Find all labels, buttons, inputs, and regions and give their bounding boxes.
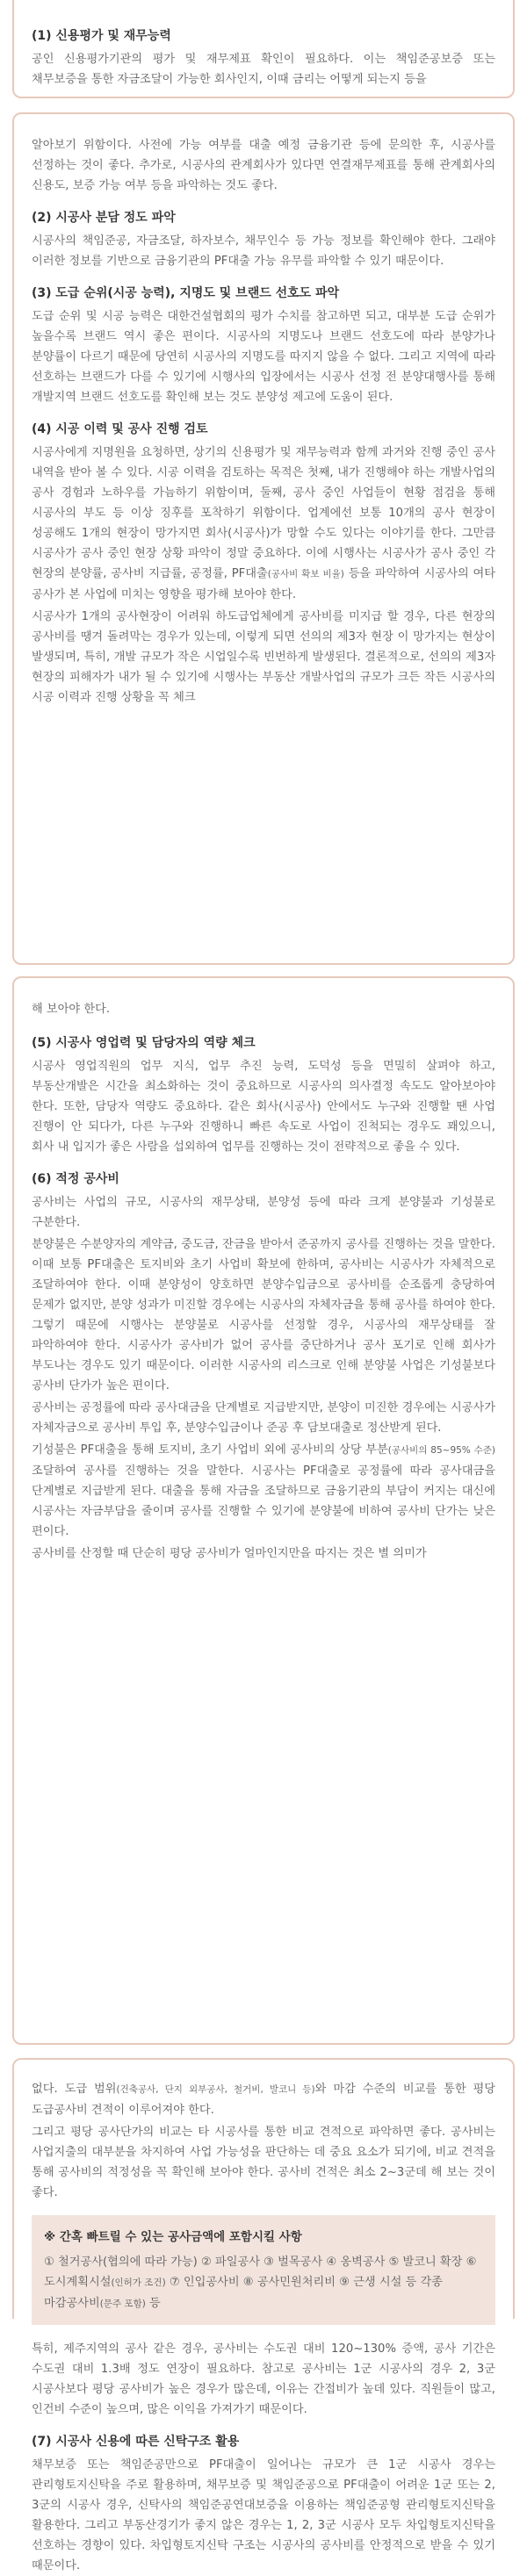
section-title-credit: (1) 신용평가 및 재무능력 xyxy=(32,29,171,43)
section-text-ranking: 도급 순위 및 시공 능력은 대한건설협회의 평가 수치를 참고하면 되고, 대부분 도급 순위가 높을수록 브랜드 역시 좋은 편이다. 시공사의 지명도나 브랜드 선호도에 따라 분양가나 분양률이 다르기 때문에 당연히 시공사의 지명도를 따지지 않을 수 없다. 그리고 지역에 따라 선호하는 브랜드가 다를 수 있기에 시행사의 입장에서는 시공사 선정 전 분양대행사를 통해 개발지역 브랜드 선호도를 확인해 보는 것도 분양성 제고에 도움이 된다. xyxy=(32,310,495,404)
section-text-trust: 채무보증 또는 책임준공만으로 PF대출이 일어나는 규모가 큰 1군 시공사 경우는 관리형토지신탁을 주로 활용하며, 채무보증 및 책임준공으로 PF대출이 어려운 1군 또는 2, 3군의 시공사 경우, 신탁사의 책임준공연대보증을 이용하는 책임준공형 관리형토지신탁을 활용한다. 그리고 부동산경기가 좋지 않은 경우는 1, 2, 3군 시공사 모두 차입형토지신탁을 선호하는 경향이 있다. 차입형토지신탁 구조는 시공사의 공사비를 안정적으로 받을 수 있기 때문이다. xyxy=(32,2458,495,2572)
callout-title: ※ 간혹 빠트릴 수 있는 공사금액에 포함시킬 사항 xyxy=(44,2230,302,2244)
continued-text: 없다. 도급 범위(건축공사, 단지 외부공사, 철거비, 발코니 등)와 마감 수준의 비교를 통한 평당 도급공사비 견적이 이루어져야 한다. xyxy=(32,2083,495,2117)
section-title-sales: (5) 시공사 영업력 및 담당자의 역량 체크 xyxy=(32,1036,256,1050)
section-text-history-2: 시공사가 1개의 공사현장이 어려워 하도급업체에게 공사비를 미지급 할 경우, 다른 현장의 공사비를 땡겨 돌려막는 경우가 있는데, 이렇게 되면 선의의 제3자 현장 이 망가지는 현상이 발생되며, 특히, 개발 규모가 작은 시업일수록 빈번하게 발생된다. 결론적으로, 선의의 제3자 현장의 피해자가 내가 될 수 있기에 시행사는 부동산 개발사업의 규모가 크든 작든 시공사의 시공 이력과 진행 상황을 꼭 체크 xyxy=(32,610,495,704)
content-panel-1 xyxy=(12,0,515,98)
section-title-ranking: (3) 도급 순위(시공 능력), 지명도 및 브랜드 선호도 파악 xyxy=(32,286,340,300)
section-title-trust: (7) 시공사 신용에 따른 신탁구조 활용 xyxy=(32,2435,240,2449)
section-text-cost-1: 공사비는 사업의 규모, 시공사의 재무상태, 분양성 등에 따라 크게 분양불과 기성불로 구분한다. xyxy=(32,1196,495,1229)
section-text-compare: 그리고 평당 공사단가의 비교는 타 시공사를 통한 비교 견적으로 파악하면 좋다. 공사비는 사업지출의 대부분을 차지하여 사업 가능성을 판단하는 데 중요 요소가 되기에, 비교 견적을 통해 공사비의 적정성을 꼭 확인해 보아야 한다. 공사비 견적은 최소 2~3군데 해 보는 것이 좋다. xyxy=(32,2126,495,2199)
content-panel-3 xyxy=(12,976,515,2045)
content-panel-2 xyxy=(12,112,515,965)
continued-text: 알아보기 위함이다. 사전에 가능 여부를 대출 예정 금융기관 등에 문의한 후, 시공사를 선정하는 것이 좋다. 추가로, 시공사의 관계회사가 있다면 연결재무제표를 통해 관계회사의 신용도, 보증 가능 여부 등을 파악하는 것도 좋다. xyxy=(32,139,495,192)
callout-box xyxy=(32,2215,495,2325)
section-text-credit: 공인 신용평가기관의 평가 및 재무제표 확인이 필요하다. 이는 책임준공보증 또는 채무보증을 통한 자금조달이 가능한 회사인지, 이때 금리는 어떻게 되는지 등을 xyxy=(32,53,495,86)
section-text-cost-5: 공사비를 산정할 때 단순히 평당 공사비가 얼마인지만을 따지는 것은 별 의미가 xyxy=(32,1547,427,1560)
callout-list: ① 철거공사(협의에 따라 가능) ② 파일공사 ③ 벌목공사 ④ 옹벽공사 ⑤ 발코니 확장 ⑥ 도시계획시설(인허가 조건) ⑦ 인입공사비 ⑧ 공사민원처리비 ⑨ 근생 시설 등 각종 마감공사비(문주 포함) 등 xyxy=(44,2256,477,2310)
content-panel-4 xyxy=(12,2058,515,2572)
section-text-history: 시공사에게 지명원을 요청하면, 상기의 신용평가 및 재무능력과 함께 과거와 진행 중인 공사 내역을 받아 볼 수 있다. 시공 이력을 검토하는 목적은 첫째, 내가 진행해야 하는 개발사업의 공사 경험과 노하우를 가늠하기 위함이며, 둘째, 공사 중인 사업들이 현황 점검을 통해 시공사의 부도 등 이상 징후를 포착하기 위함이다. 업계에선 보통 10개의 공사 현장이 성공해도 1개의 현장이 망가지면 회사(시공사)가 망할 수도 있다는 이야기를 한다. 그만큼 시공사가 공사 중인 현장 상황 파악이 정말 중요하다. 이에 시행사는 시공사가 공사 중인 각 현장의 분양률, 공사비 지급률, 공정률, PF대출(공사비 확보 비율) 등을 파악하여 시공사의 여타 공사가 본 사업에 미치는 영향을 평가해 보아야 한다. xyxy=(32,446,495,601)
section-text-jeju: 특히, 제주지역의 공사 같은 경우, 공사비는 수도권 대비 120~130% 증액, 공사 기간은 수도권 대비 1.3배 정도 연장이 필요하다. 참고로 공사비는 1군 시공사의 경우 2, 3군 시공사보다 평당 공사비가 높은 경우가 많은데, 이유는 간접비가 높데 있다. 직원들이 많고, 인건비 수준이 높으며, 많은 이익을 가져가기 때문이다. xyxy=(32,2342,495,2416)
section-text-cost-3: 공사비는 공정률에 따라 공사대금을 단계별로 지급받지만, 분양이 미진한 경우에는 시공사가 자체자금으로 공사비 투입 후, 분양수입금이나 준공 후 담보대출로 정산받게 된다. xyxy=(32,1401,495,1435)
section-text-sales: 시공사 영업직원의 업무 지식, 업무 추진 능력, 도덕성 등을 면밀히 살펴야 하고, 부동산개발은 시간을 최소화하는 것이 중요하므로 시공사의 의사결정 속도도 알아보아야 한다. 또한, 담당자 역량도 중요하다. 같은 회사(시공사) 안에서도 누구와 진행할 땐 사업 진행이 안 되다가, 다른 누구와 진행하니 빠른 속도로 사업이 진척되는 경우도 꽤있으니, 회사 내 입지가 좋은 사람을 섭외하여 업무를 진행하는 것이 전략적으로 좋을 수 있다. xyxy=(32,1060,495,1154)
section-title-cost: (6) 적정 공사비 xyxy=(32,1172,119,1186)
section-text-cost-2: 분양불은 수분양자의 계약금, 중도금, 잔금을 받아서 준공까지 공사를 진행하는 것을 말한다. 이때 보통 PF대출은 토지비와 초기 사업비 확보에 한하며, 공사비는 시공사가 자체적으로 조달하여야 한다. 이때 분양성이 양호하면 분양수입금으로 공사비를 순조롭게 충당하여 문제가 없지만, 분양 성과가 미진할 경우에는 시공사의 자체자금을 통해 공사를 하여야 한다. 그렇기 때문에 시행사는 분양불로 시공사를 선정할 경우, 시공사의 재무상태를 잘 파악하여야 한다. 시공사가 공사비가 없어 공사를 중단하거나 공사 포기로 인해 회사가 부도나는 경우도 있기 때문이다. 이러한 시공사의 리스크로 인해 분양불 사업은 기성불보다 공사비 단가가 높은 편이다. xyxy=(32,1238,495,1392)
section-text-share: 시공사의 책임준공, 자금조달, 하자보수, 채무인수 등 가능 정보를 확인해야 한다. 그래야 이러한 정보를 기반으로 금융기관의 PF대출 가능 유무를 파악할 수 있기 때문이다. xyxy=(32,234,495,268)
continued-text: 해 보아야 한다. xyxy=(32,1003,111,1016)
section-title-history: (4) 시공 이력 및 공사 진행 검토 xyxy=(32,422,208,436)
section-text-cost-4: 기성불은 PF대출을 통해 토지비, 초기 사업비 외에 공사비의 상당 부분(공사비의 85~95% 수준) 조달하여 공사를 진행하는 것을 말한다. 시공사는 PF대출로 공정률에 따라 공사대금을 단계별로 지급받게 된다. 대출을 통해 자금을 조달하므로 금융기관의 부담이 커지는 대신에 시공사는 자금부담을 줄이며 공사를 진행할 수 있기에 분양불에 비하여 공사비 단가는 낮은 편이다. xyxy=(32,1443,495,1538)
section-title-share: (2) 시공사 분담 정도 파악 xyxy=(32,211,176,225)
